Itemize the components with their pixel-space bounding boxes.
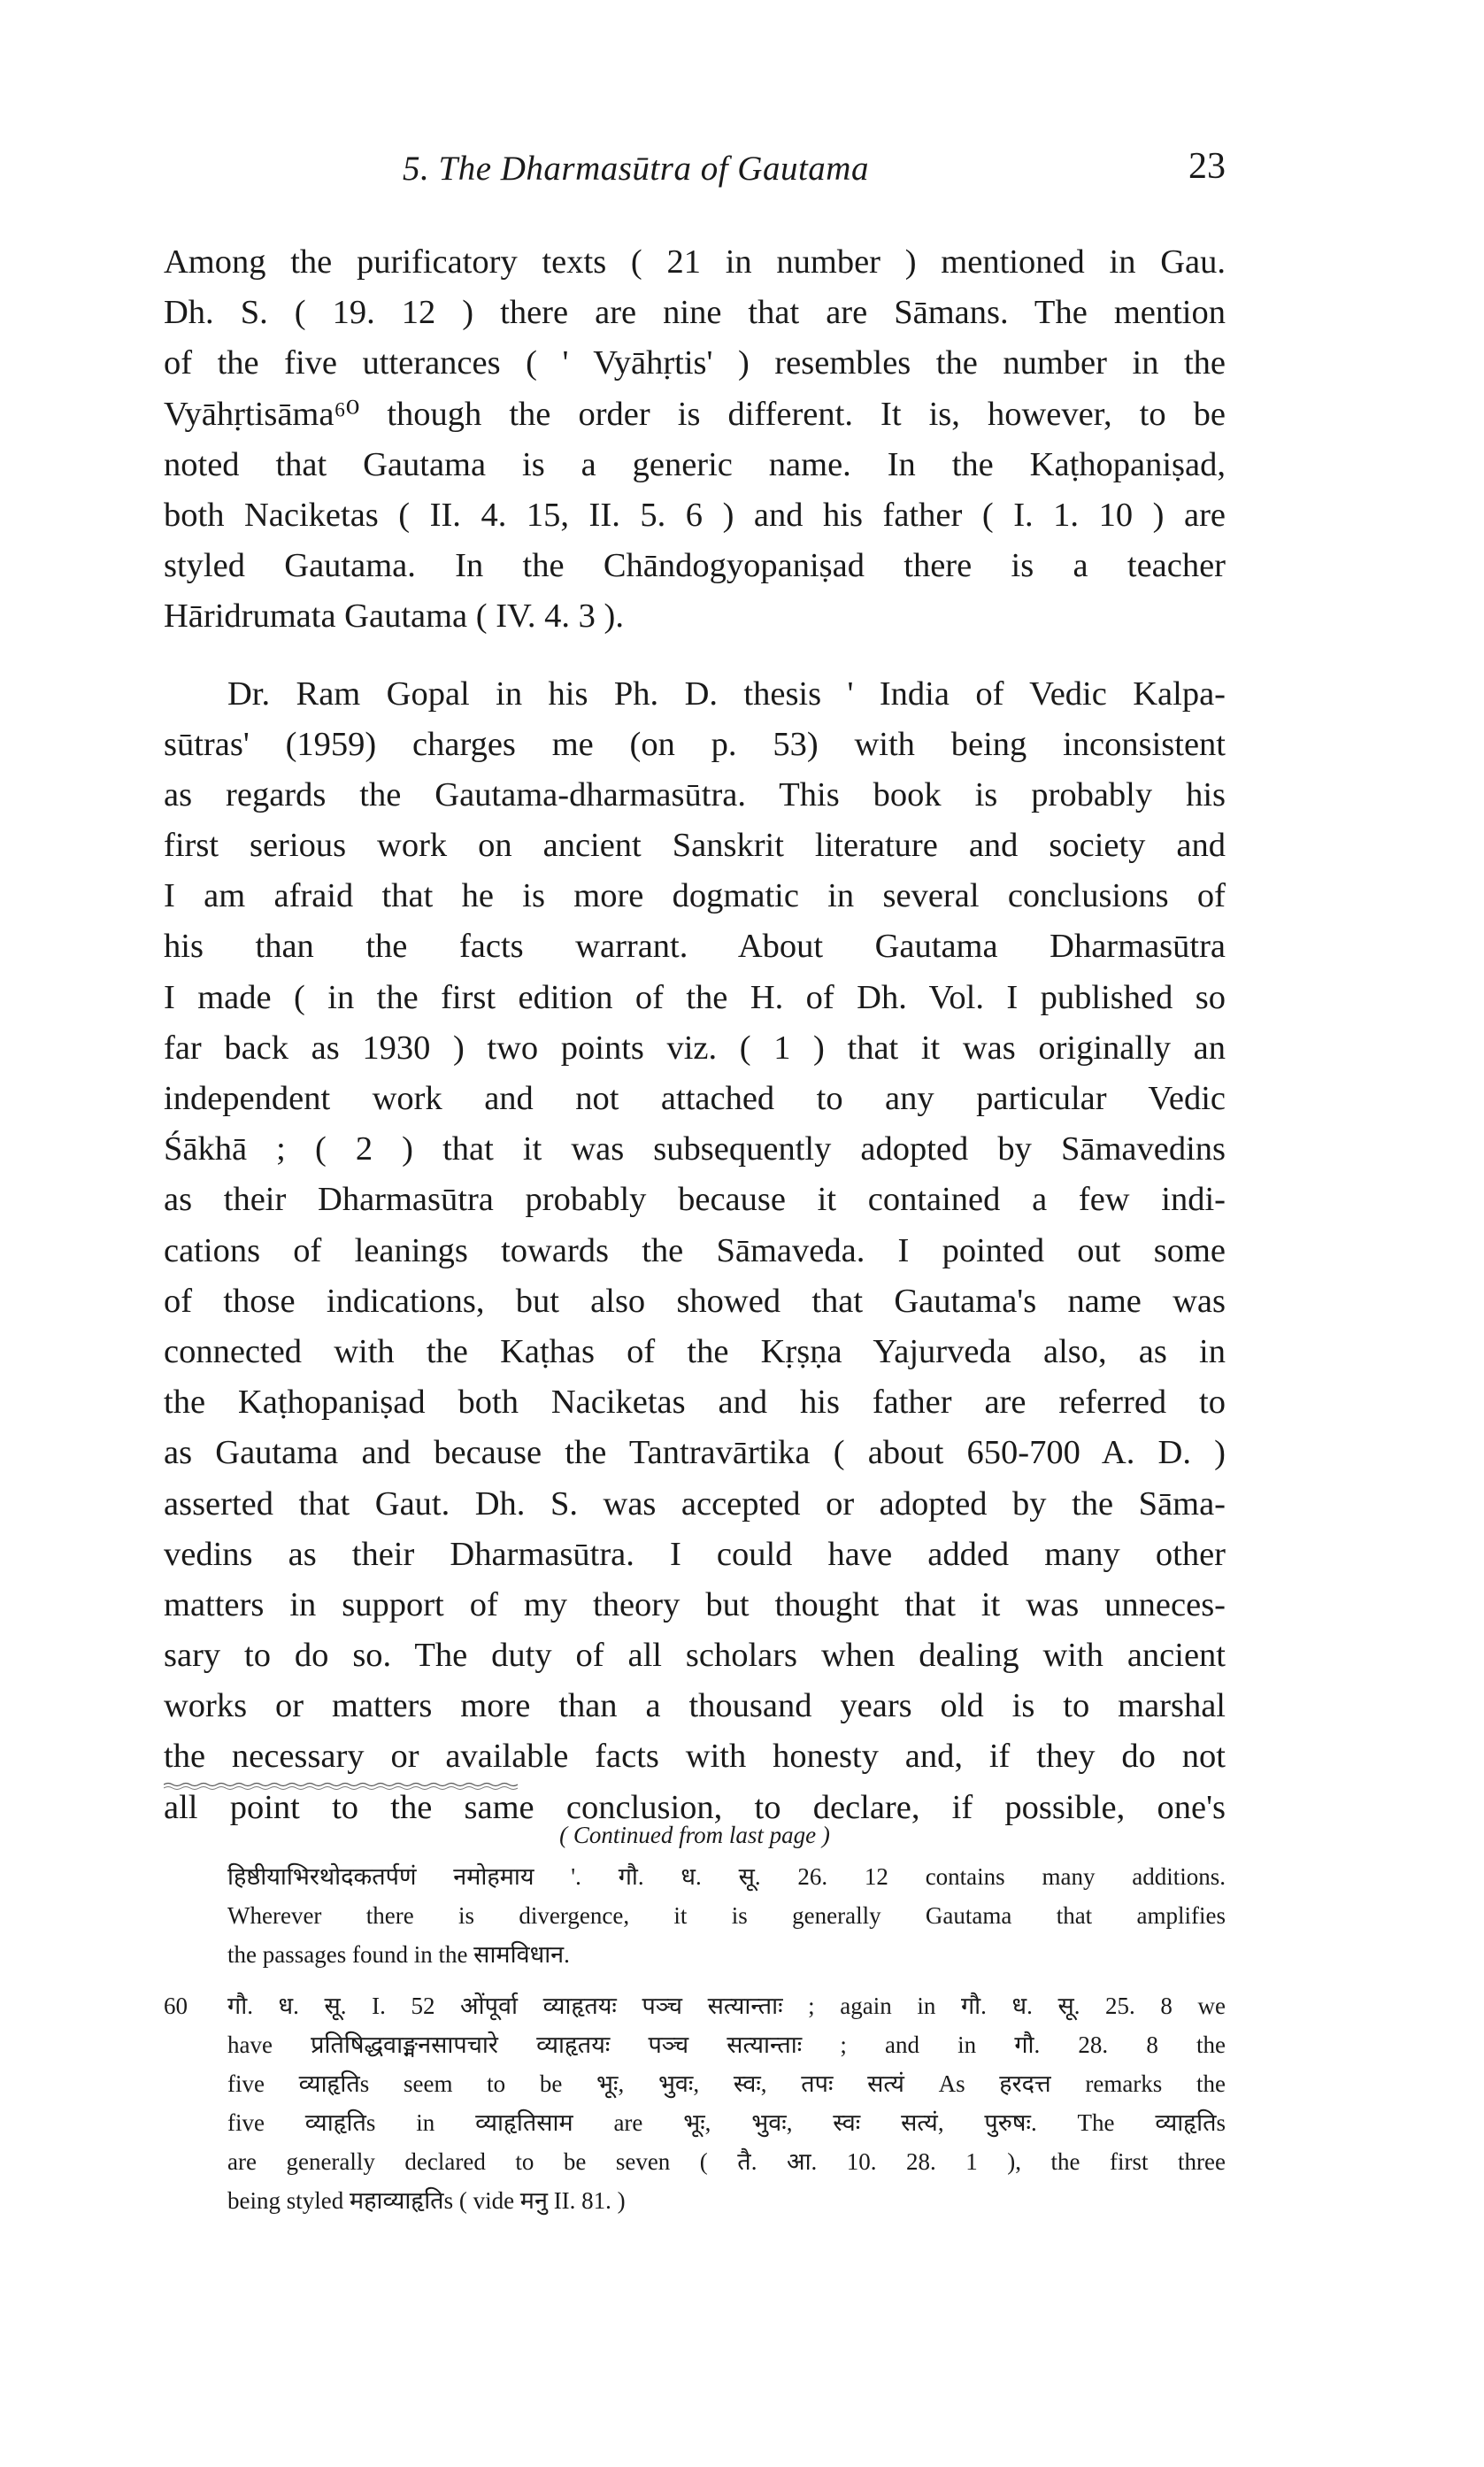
text-line: as regards the Gautama-dharmasūtra. This book is probably his	[164, 775, 1226, 813]
text-line: I made ( in the first edition of the H. of Dh. Vol. I published so	[164, 978, 1226, 1016]
text-line: far back as 1930 ) two points viz. ( 1 ) that it was originally an	[164, 1029, 1226, 1067]
text-line: works or matters more than a thousand years old is to marshal	[164, 1687, 1226, 1725]
paragraph-1	[164, 237, 1226, 643]
text-line: of those indications, but also showed that Gautama's name was	[164, 1282, 1226, 1320]
text-line: his than the facts warrant. About Gautama Dharmasūtra	[164, 928, 1226, 966]
footnote-line: Wherever there is divergence, it is generally Gautama that amplifies	[227, 1902, 1226, 1929]
footnote-line: five व्याहृतिs in व्याहृतिसाम are भूः, भुवः, स्वः सत्यं, पुरुषः. The व्याहृतिs	[227, 2109, 1226, 2136]
text-line: first serious work on ancient Sanskrit literature and society and	[164, 827, 1226, 865]
footnote-line: are generally declared to be seven ( तै. आ. 10. 28. 1 ), the first three	[227, 2148, 1226, 2175]
text-line: Vyāhṛtisāma⁶⁰ though the order is different. It is, however, to be	[164, 395, 1226, 433]
text-line: sary to do so. The duty of all scholars when dealing with ancient	[164, 1637, 1226, 1675]
footnote-line: have प्रतिषिद्धवाङ्मनसापचारे व्याहृतयः पञ्च सत्यान्ताः ; and in गौ. 28. 8 the	[227, 2031, 1226, 2058]
footnote-divider	[164, 1782, 518, 1791]
text-line: Among the purificatory texts ( 21 in number ) mentioned in Gau.	[164, 243, 1226, 281]
text-line: Dr. Ram Gopal in his Ph. D. thesis ' India of Vedic Kalpa-	[227, 675, 1226, 713]
paragraph-2	[164, 669, 1226, 1833]
text-line: matters in support of my theory but thought that it was unneces-	[164, 1585, 1226, 1623]
footnotes	[164, 1813, 1226, 2220]
page-header	[164, 146, 1226, 202]
footnote-line: five व्याहृतिs seem to be भूः, भुवः, स्वः, तपः सत्यं As हरदत्त remarks the	[227, 2070, 1226, 2097]
text-line: I am afraid that he is more dogmatic in several conclusions of	[164, 877, 1226, 915]
body-text	[164, 237, 1226, 1833]
footnote-60	[164, 1986, 1226, 2220]
text-line: all point to the same conclusion, to declare, if possible, one's	[164, 1788, 1226, 1826]
text-line: noted that Gautama is a generic name. In the Kaṭhopaniṣad,	[164, 445, 1226, 483]
text-line: styled Gautama. In the Chāndogyopaniṣad there is a teacher	[164, 547, 1226, 585]
footnote-line: being styled महाव्याहृतिs ( vide मनु II. 81. )	[227, 2187, 626, 2214]
text-line: independent work and not attached to any particular Vedic	[164, 1080, 1226, 1117]
text-line: cations of leanings towards the Sāmaveda. I pointed out some	[164, 1231, 1226, 1269]
text-line: connected with the Kaṭhas of the Kṛṣṇa Yajurveda also, as in	[164, 1332, 1226, 1370]
footnote-line: 60 गौ. ध. सू. I. 52 ओंपूर्वा व्याहृतयः पञ्च सत्यान्ताः ; again in गौ. ध. सू. 25. 8 we	[164, 1993, 1226, 2019]
footnote-continued-label: ( Continued from last page )	[559, 1822, 830, 1848]
footnote-line-text: गौ. ध. सू. I. 52 ओंपूर्वा व्याहृतयः पञ्च सत्यान्ताः ; again in गौ. ध. सू. 25. 8 we	[227, 1993, 1226, 2019]
text-line: of the five utterances ( ' Vyāhṛtis' ) resembles the number in the	[164, 344, 1226, 382]
paragraph-gap	[164, 643, 1226, 669]
footnote-line: the passages found in the सामविधान.	[227, 1941, 570, 1968]
footnote-continued	[164, 1857, 1226, 1974]
running-head: 5. The Dharmasūtra of Gautama	[403, 150, 869, 188]
footnote-line: हिष्ठीयाभिरथोदकतर्पणं नमोहमाय '. गौ. ध. सू. 26. 12 contains many additions.	[227, 1863, 1226, 1890]
text-line: asserted that Gaut. Dh. S. was accepted or adopted by the Sāma-	[164, 1484, 1226, 1523]
text-line: as Gautama and because the Tantravārtika ( about 650-700 A. D. )	[164, 1434, 1226, 1472]
text-line: vedins as their Dharmasūtra. I could have added many other	[164, 1535, 1226, 1573]
text-line: Hāridrumata Gautama ( IV. 4. 3 ).	[164, 597, 624, 636]
text-line: Dh. S. ( 19. 12 ) there are nine that are Sāmans. The mention	[164, 294, 1226, 332]
text-line: sūtras' (1959) charges me (on p. 53) with being inconsistent	[164, 725, 1226, 763]
text-line: as their Dharmasūtra probably because it contained a few indi-	[164, 1181, 1226, 1219]
text-line: Śākhā ; ( 2 ) that it was subsequently adopted by Sāmavedins	[164, 1130, 1226, 1168]
text-line: the necessary or available facts with honesty and, if they do not	[164, 1738, 1226, 1776]
text-line: the Kaṭhopaniṣad both Naciketas and his father are referred to	[164, 1384, 1226, 1422]
text-line: both Naciketas ( II. 4. 15, II. 5. 6 ) and his father ( I. 1. 10 ) are	[164, 496, 1226, 534]
page-number: 23	[1188, 146, 1226, 187]
